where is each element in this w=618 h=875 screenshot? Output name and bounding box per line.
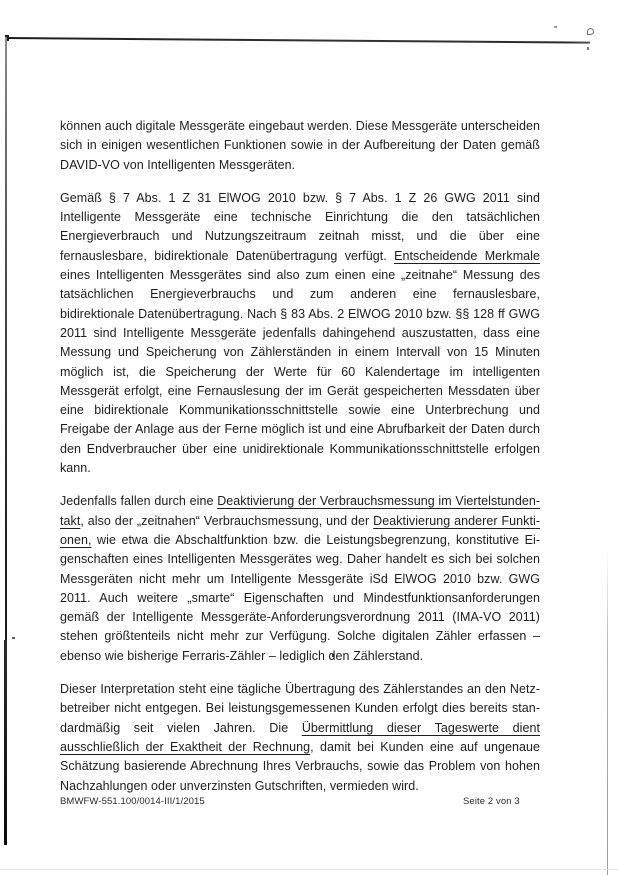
paragraph: [60, 492, 540, 666]
paragraph: [60, 189, 540, 478]
scan-speck: [554, 26, 557, 28]
text-segment: , damit bei Kunden eine auf ungenaue Schätzung basierende Abrechnung Ihres Verbrauchs, sowie das Problem von hohen Nachzahlungen oder unverzinsten Gutschriften, vermieden wird.: [60, 739, 540, 793]
underlined-text-segment: Übermittlung dieser Tageswerte dient ausschließlich der Exaktheit der Rechnung: [60, 720, 540, 754]
underlined-text-segment: Deaktivierung anderer Funktionen,: [60, 513, 540, 547]
scan-edge-right-line: [607, 550, 608, 875]
scan-edge-bottom-line: [0, 869, 618, 870]
scan-speck: [587, 47, 589, 50]
scan-border-top-line: [6, 37, 590, 44]
footer-reference-number: BMWFW-551.100/0014-III/1/2015: [60, 796, 205, 807]
document-body: [60, 117, 540, 810]
scan-border-left-line-lower: [4, 640, 7, 845]
text-segment: Gemäß § 7 Abs. 1 Z 31 ElWOG 2010 bzw. § 7 Abs. 1 Z 26 GWG 2011 sind Intelligente Messgeräte eine technische Einrichtung die den tatsächlichen Energieverbrauch und Nutzungszeitraum zeitnah misst, und die über eine fernauslesbare, bidirektionale Datenübertragung verfügt.: [60, 190, 540, 263]
paragraph: [60, 680, 540, 796]
text-segment: Jedenfalls fallen durch eine: [60, 494, 218, 509]
text-segment: wie etwa die Abschaltfunktion bzw. die Leistungsbegrenzung, konstitutive Eigenschaften eines Intelligenten Messgerätes weg. Daher handelt es sich bei solchen Messgeräten nicht mehr um Intelligente Messgeräte iSd ElWOG 2010 bzw. GWG 2011. Auch weitere „smarte“ Eigenschaften und Mindestfunktionsanforderungen gemäß der Intelligente Messgeräte-Anforderungsverordnung 2011 (IMA-VO 2011) stehen größtenteils nicht mehr zur Verfügung. Solche digitalen Zähler erfassen – ebenso wie bisherige Ferraris-Zähler – lediglich den Zählerstand.: [60, 532, 540, 663]
text-segment: Dieser Interpretation steht eine tägliche Übertragung des Zählerstandes an den Netzbetreiber nicht entgegen. Bei leistungsgemessenen Kunden erfolgt dies bereits standardmäßig seit vielen Jahren. Die: [60, 682, 540, 735]
text-segment: , also der „zeitnahen“ Verbrauchsmessung, und der: [80, 513, 374, 528]
footer-page-indicator: Seite 2 von 3: [463, 796, 520, 807]
scan-speck: [587, 28, 594, 35]
underlined-text-segment: Deaktivierung der Verbrauchsmessung im Viertelstundentakt: [60, 494, 540, 528]
paragraph: [60, 117, 540, 175]
underlined-text-segment: Entscheidende Merkmale: [394, 248, 540, 263]
text-segment: eines Intelligenten Messgerätes sind also zum einen eine „zeitnahe“ Messung des tatsächlichen Energieverbrauchs und zum anderen eine fernauslesbare, bidirektionale Datenübertragung. Nach § 83 Abs. 2 ElWOG 2010 bzw. §§ 128 ff GWG 2011 sind Intelligente Messgeräte jedenfalls dahingehend auszustatten, dass eine Messung und Speicherung von Zählerständen in einem Intervall von 15 Minuten möglich ist, die Speicherung der Werte für 60 Kalendertage im intelligenten Messgerät erfolgt, eine Fernauslesung der im Gerät gespeicherten Messdaten über eine bidirektionale Kommunikationsschnittstelle sowie eine Unterbrechung und Freigabe der Anlage aus der Ferne möglich ist und eine Abrufbarkeit der Daten durch den Endverbraucher über eine unidirektionale Kommunikationsschnittstelle erfolgen kann.: [60, 268, 540, 476]
text-segment: können auch digitale Messgeräte eingebaut werden. Diese Messgeräte unterscheiden sich in einigen wesentlichen Funktionen sowie in der Aufbereitung der Daten gemäß DAVID-VO von Intelligenten Messgeräten.: [60, 119, 540, 172]
scan-speck: [12, 637, 15, 639]
